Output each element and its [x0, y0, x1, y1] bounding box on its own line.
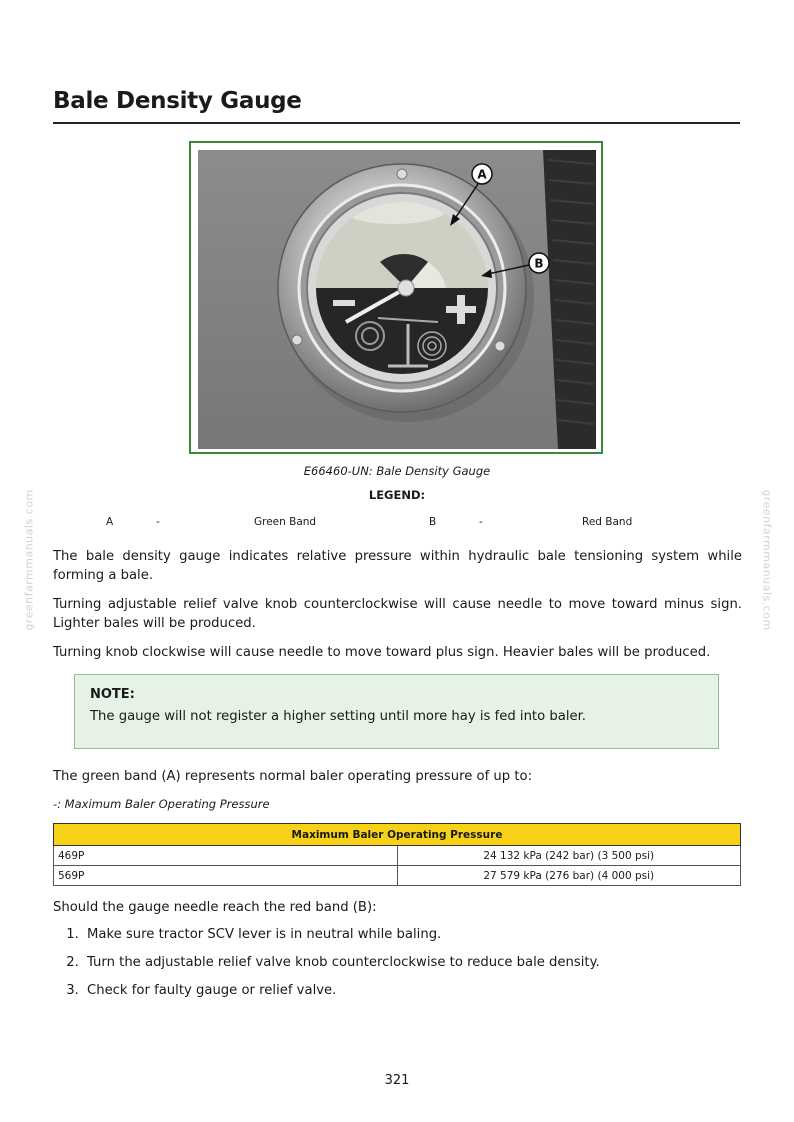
legend-label-a: Green Band [254, 516, 317, 528]
list-item: 3. Check for faulty gauge or relief valve. [83, 981, 733, 1000]
note-title: NOTE: [90, 687, 135, 702]
legend-sep-b: - [479, 516, 483, 528]
title-divider [53, 122, 740, 124]
note-box [74, 674, 719, 749]
table-row [54, 846, 741, 866]
page-number: 321 [384, 1073, 410, 1088]
paragraph-counterclockwise: Turning adjustable relief valve knob counterclockwise will cause needle to move toward minus sign. Lighter bales will be produced. [53, 597, 742, 631]
table-row [54, 866, 741, 886]
gauge-figure [189, 141, 603, 454]
page-title: Bale Density Gauge [53, 88, 302, 114]
callout-b: B [534, 256, 544, 271]
pressure-table [53, 823, 741, 886]
paragraph-red-band: Should the gauge needle reach the red band (B): [53, 900, 377, 915]
legend-title: LEGEND: [368, 488, 426, 502]
callout-a: A [477, 167, 487, 182]
list-item: 1. Make sure tractor SCV lever is in neutral while baling. [83, 925, 733, 944]
paragraph-gauge-description: The bale density gauge indicates relative pressure within hydraulic bale tensioning system while forming a bale. [53, 549, 742, 583]
legend-label-b: Red Band [582, 516, 633, 528]
paragraph-green-band: The green band (A) represents normal baler operating pressure of up to: [53, 769, 533, 784]
table-caption: -: Maximum Baler Operating Pressure [53, 797, 270, 811]
table-header: Maximum Baler Operating Pressure [54, 824, 741, 846]
watermark-right: greenfarmmanuals.com [760, 489, 774, 631]
table-cell-model: 569P [54, 866, 398, 886]
table-cell-value: 24 132 kPa (242 bar) (3 500 psi) [397, 846, 741, 866]
note-text: The gauge will not register a higher setting until more hay is fed into baler. [90, 709, 586, 724]
figure-caption: E66460-UN: Bale Density Gauge [303, 464, 491, 478]
legend-key-a: A [106, 516, 114, 528]
gauge-photo [198, 150, 596, 449]
paragraph-clockwise: Turning knob clockwise will cause needle to move toward plus sign. Heavier bales will be produced. [53, 645, 711, 660]
legend-key-b: B [429, 516, 437, 528]
legend-sep-a: - [156, 516, 160, 528]
table-cell-value: 27 579 kPa (276 bar) (4 000 psi) [397, 866, 741, 886]
steps-list [53, 925, 733, 1009]
watermark-left: greenfarmmanuals.com [22, 489, 36, 631]
list-item: 2. Turn the adjustable relief valve knob counterclockwise to reduce bale density. [83, 953, 733, 972]
table-cell-model: 469P [54, 846, 398, 866]
